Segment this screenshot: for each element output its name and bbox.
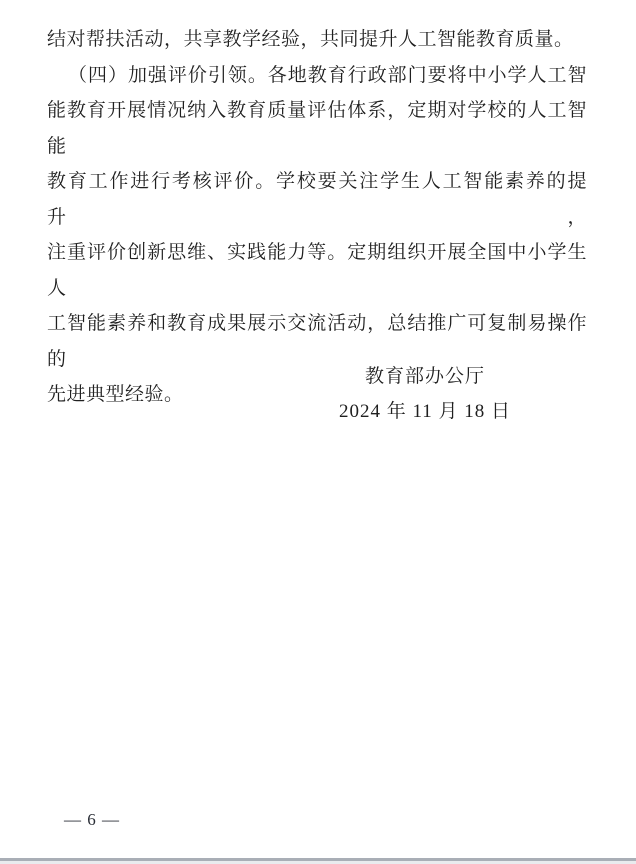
body-line-4: 教育工作进行考核评价。学校要关注学生人工智能素养的提升，	[47, 171, 587, 228]
body-line-1: 结对帮扶活动，共享教学经验，共同提升人工智能教育质量。	[47, 29, 574, 50]
signature-block	[240, 360, 610, 429]
body-line-3: 能教育开展情况纳入教育质量评估体系，定期对学校的人工智能	[47, 100, 587, 157]
body-line-7: 先进典型经验。	[47, 384, 184, 405]
scan-bottom-edge	[0, 858, 636, 864]
body-line-5: 注重评价创新思维、实践能力等。定期组织开展全国中小学生人	[47, 242, 587, 299]
page-number: — 6 —	[64, 810, 120, 829]
signature-issuer: 教育部办公厅	[364, 366, 485, 387]
body-line-2-section-heading: （四）加强评价引领。各地教育行政部门要将中小学人工智	[68, 64, 587, 86]
body-text-block	[47, 22, 587, 413]
body-line-6: 工智能素养和教育成果展示交流活动，总结推广可复制易操作的	[47, 313, 587, 370]
signature-date: 2024 年 11 月 18 日	[338, 400, 512, 422]
